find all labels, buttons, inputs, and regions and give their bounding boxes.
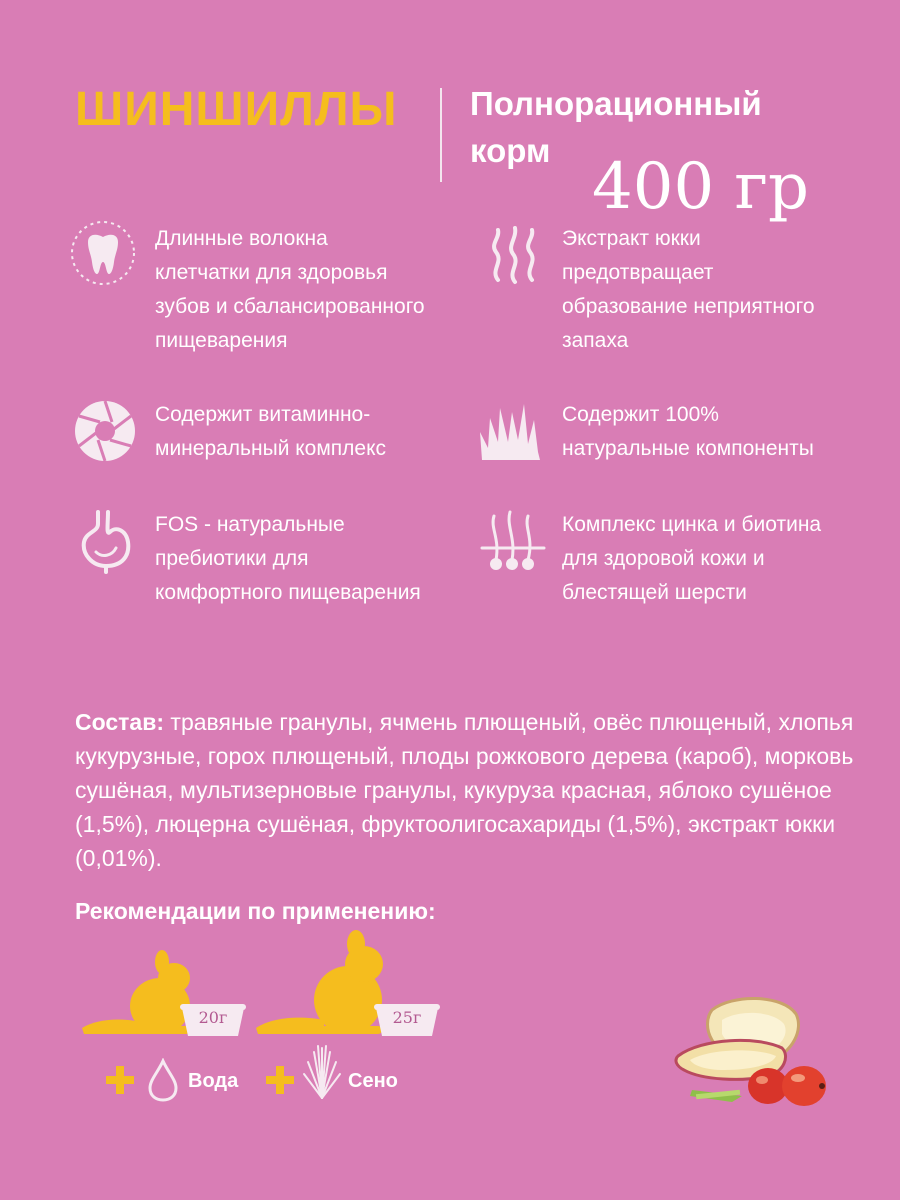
header-divider: [440, 88, 442, 182]
feature-line: образование неприятного: [562, 295, 815, 318]
feature-line: натуральные компоненты: [562, 437, 814, 460]
feature-text-zinc: [562, 508, 872, 610]
hay-label: Сено: [348, 1070, 398, 1092]
feature-text-teeth: [155, 222, 465, 358]
feature-line: для здоровой кожи и: [562, 547, 765, 570]
large-dose-label: 25г: [392, 1008, 422, 1027]
plus-icon: [266, 1066, 294, 1094]
tooth-icon: [70, 220, 136, 286]
brand-title: ШИНШИЛЛЫ: [75, 83, 398, 136]
feature-line: Содержит 100%: [562, 403, 719, 426]
food-ingredients-image: [672, 990, 842, 1120]
stomach-icon: [72, 508, 138, 574]
feature-line: Комплекс цинка и биотина: [562, 513, 822, 536]
subtitle-line-2: корм: [470, 132, 551, 169]
plus-icon: [106, 1066, 134, 1094]
feature-line: блестящей шерсти: [562, 581, 747, 604]
composition-text: травяные гранулы, ячмень плющеный, овёс плющеный, хлопья кукурузные, горох плющеный, плоды рожкового дерева (кароб), морковь сушёная, мультизерновые гранулы, кукуруза красная, яблоко сушёное (1,5%), люцерна сушёная, фруктоолигосахариды (1,5%), экстракт юкки (0,01%).: [75, 709, 854, 871]
water-drop-icon: [146, 1058, 180, 1102]
feature-line: предотвращает: [562, 261, 714, 284]
recommendations-title: Рекомендации по применению:: [75, 898, 436, 924]
composition-paragraph: [75, 705, 855, 875]
feature-line: запаха: [562, 329, 629, 352]
grass-icon: [478, 398, 544, 464]
feature-line: Содержит витаминно-: [155, 403, 371, 426]
feature-text-yucca: [562, 222, 872, 358]
feature-line: пищеварения: [155, 329, 288, 352]
feature-line: минеральный комплекс: [155, 437, 387, 460]
hay-icon: [302, 1044, 342, 1100]
feature-text-vitamins: [155, 398, 465, 466]
feature-line: Экстракт юкки: [562, 227, 701, 250]
composition-label: Состав:: [75, 709, 165, 735]
subtitle-line-1: Полнорационный: [470, 85, 762, 122]
feature-text-natural: [562, 398, 872, 466]
feature-line: пребиотики для: [155, 547, 309, 570]
smell-waves-icon: [482, 222, 548, 288]
vitamin-aperture-icon: [72, 398, 138, 464]
skin-hair-icon: [480, 508, 546, 574]
feature-line: комфортного пищеварения: [155, 581, 421, 604]
feature-line: Длинные волокна: [155, 227, 328, 250]
small-dose-label: 20г: [198, 1008, 228, 1027]
package-weight: 400 гр: [592, 150, 809, 224]
feature-line: FOS - натуральные: [155, 513, 345, 536]
water-label: Вода: [188, 1070, 239, 1092]
feature-line: клетчатки для здоровья: [155, 261, 388, 284]
feature-line: зубов и сбалансированного: [155, 295, 425, 318]
feature-text-fos: [155, 508, 465, 610]
